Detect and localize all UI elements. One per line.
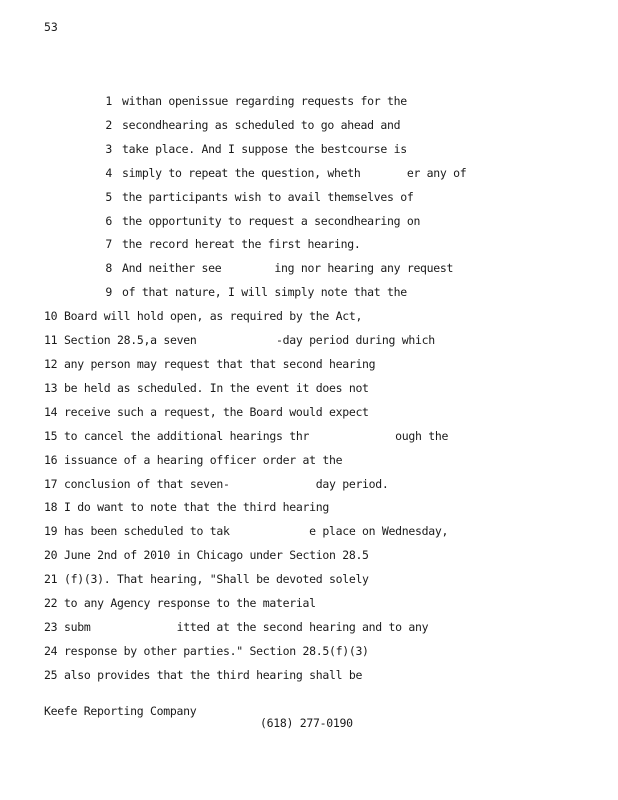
line-number: 14 — [44, 404, 58, 419]
line-number: 8 — [105, 261, 112, 276]
line-number: 5 — [105, 189, 112, 204]
transcript-line — [0, 473, 466, 497]
transcript-line — [0, 401, 466, 425]
line-text: take place. And I suppose the bestcourse is — [122, 141, 407, 156]
line-number: 20 — [44, 548, 58, 563]
line-number: 19 — [44, 524, 58, 539]
line-number: 24 — [44, 643, 58, 658]
line-number: 23 — [44, 619, 58, 634]
transcript-line — [0, 640, 466, 664]
line-text: conclusion of that seven- day period. — [64, 476, 389, 491]
transcript-line — [0, 544, 466, 568]
transcript-line — [0, 90, 466, 114]
line-number: 12 — [44, 356, 58, 371]
footer-company: Keefe Reporting Company — [44, 704, 197, 718]
transcript-line — [0, 568, 466, 592]
transcript-line — [0, 281, 466, 305]
transcript-line — [0, 162, 466, 186]
line-text: (f)(3). That hearing, "Shall be devoted solely — [64, 572, 369, 587]
transcript-line — [0, 329, 466, 353]
line-text: secondhearing as scheduled to go ahead and — [122, 117, 401, 132]
line-text: Board will hold open, as required by the Act, — [64, 309, 363, 324]
line-text: to cancel the additional hearings thr ough the — [64, 428, 449, 443]
line-text: Section 28.5,a seven -day period during which — [64, 333, 435, 348]
line-number: 3 — [105, 141, 112, 156]
page-number: 53 — [44, 20, 58, 34]
line-text: has been scheduled to tak e place on Wednesday, — [64, 524, 449, 539]
line-text: issuance of a hearing officer order at the — [64, 452, 343, 467]
line-text: subm itted at the second hearing and to any — [64, 619, 429, 634]
line-number: 18 — [44, 500, 58, 515]
transcript-line — [0, 210, 466, 234]
line-number: 10 — [44, 309, 58, 324]
line-number: 9 — [105, 285, 112, 300]
line-text: withan openissue regarding requests for the — [122, 94, 407, 108]
line-text: the participants wish to avail themselves of — [122, 189, 414, 204]
line-number: 17 — [44, 476, 58, 491]
line-number: 13 — [44, 380, 58, 395]
line-number: 2 — [105, 117, 112, 132]
line-text: be held as scheduled. In the event it does not — [64, 380, 369, 395]
line-number: 11 — [44, 333, 58, 348]
line-number: 4 — [105, 165, 112, 180]
line-number: 15 — [44, 428, 58, 443]
line-text: to any Agency response to the material — [64, 596, 316, 611]
transcript-line — [0, 496, 466, 520]
transcript-line — [0, 186, 466, 210]
line-text: simply to repeat the question, wheth er any of — [122, 165, 467, 180]
transcript-line — [0, 616, 466, 640]
line-number: 7 — [105, 237, 112, 252]
transcript-line — [0, 449, 466, 473]
line-text: receive such a request, the Board would expect — [64, 404, 369, 419]
transcript-line — [0, 305, 466, 329]
line-text: June 2nd of 2010 in Chicago under Section 28.5 — [64, 548, 369, 563]
line-text: I do want to note that the third hearing — [64, 500, 329, 515]
transcript-line — [0, 353, 466, 377]
line-number: 6 — [105, 213, 112, 228]
footer-phone: (618) 277-0190 — [260, 716, 353, 730]
transcript-line — [0, 592, 466, 616]
transcript-line — [0, 233, 466, 257]
transcript-line — [0, 257, 466, 281]
line-text: also provides that the third hearing shall be — [64, 667, 363, 682]
line-text: the record hereat the first hearing. — [122, 237, 361, 252]
line-text: And neither see ing nor hearing any request — [122, 261, 454, 276]
line-number: 16 — [44, 452, 58, 467]
transcript-line — [0, 114, 466, 138]
line-text: of that nature, I will simply note that the — [122, 285, 407, 300]
transcript-line — [0, 664, 466, 688]
transcript-line — [0, 377, 466, 401]
transcript-lines — [0, 90, 466, 688]
transcript-line — [0, 138, 466, 162]
line-text: response by other parties." Section 28.5(f)(3) — [64, 643, 369, 658]
transcript-line — [0, 520, 466, 544]
line-number: 1 — [105, 94, 112, 108]
line-text: the opportunity to request a secondhearing on — [122, 213, 421, 228]
line-number: 25 — [44, 667, 58, 682]
line-number: 22 — [44, 596, 58, 611]
transcript-line — [0, 425, 466, 449]
line-number: 21 — [44, 572, 58, 587]
line-text: any person may request that that second hearing — [64, 356, 376, 371]
